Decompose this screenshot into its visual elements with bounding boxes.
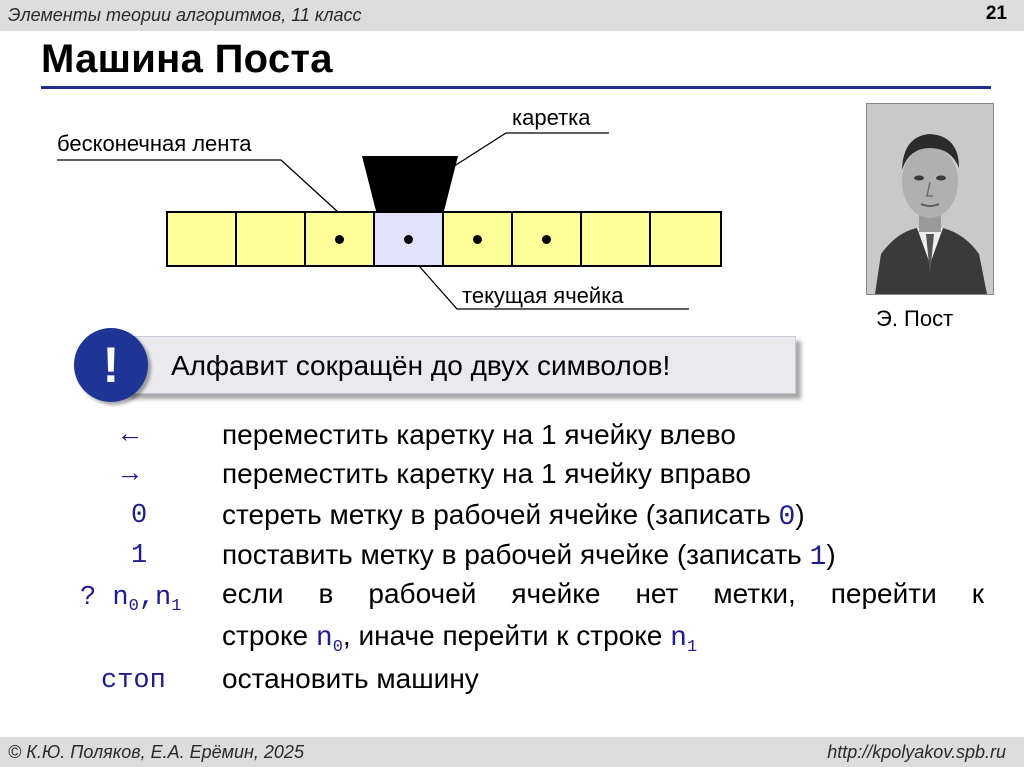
- tape-cell: [168, 213, 237, 265]
- command-description: [222, 499, 805, 533]
- description-text: стереть метку в рабочей ячейке (записать: [222, 499, 779, 530]
- tape-cell: [582, 213, 651, 265]
- command-symbol: [80, 583, 181, 616]
- portrait-caption: Э. Пост: [876, 306, 954, 331]
- infinite-tape: [166, 211, 722, 267]
- command-symbol: 1: [131, 541, 148, 571]
- mark-dot: [404, 235, 413, 244]
- description-text: , иначе перейти к строке: [342, 620, 671, 651]
- command-symbol: стоп: [101, 666, 166, 696]
- exclamation-icon: !: [74, 328, 148, 402]
- tape-pointer-line: [57, 160, 338, 212]
- code-subscript: 0: [332, 638, 343, 657]
- description-text: поставить метку в рабочей ячейке (записать: [222, 539, 810, 570]
- code-inline: 0: [778, 502, 796, 533]
- code-subscript: 1: [686, 638, 698, 657]
- command-description: [222, 578, 984, 610]
- command-description: [222, 539, 836, 573]
- mark-dot: [542, 235, 551, 244]
- description-text: строке: [222, 620, 316, 651]
- symbol-text: ? n: [80, 583, 129, 613]
- description-text: ): [795, 499, 805, 530]
- command-description: переместить каретку на 1 ячейку влево: [222, 419, 736, 450]
- code-inline: n: [670, 623, 687, 654]
- command-description: переместить каретку на 1 ячейку вправо: [222, 458, 751, 489]
- code-inline: n: [315, 623, 333, 654]
- description-word: рабочей: [368, 578, 477, 609]
- notice-callout: [74, 328, 804, 402]
- description-word: в: [318, 578, 334, 609]
- right-arrow-icon: →: [122, 460, 139, 490]
- description-word: если: [222, 578, 284, 609]
- description-word: к: [971, 578, 984, 609]
- course-title: Элементы теории алгоритмов, 11 класс: [8, 5, 362, 25]
- tape-cell: [513, 213, 582, 265]
- tape-cell: [237, 213, 306, 265]
- tape-cell: [651, 213, 720, 265]
- carriage-label: каретка: [512, 105, 591, 130]
- tape-label: бесконечная лента: [57, 131, 252, 156]
- portrait-photo: [866, 103, 994, 295]
- command-description-continued: [222, 620, 697, 657]
- current-cell-label: текущая ячейка: [462, 283, 624, 308]
- tape-cell: [444, 213, 513, 265]
- symbol-subscript: 1: [171, 597, 182, 616]
- code-inline: 1: [809, 542, 827, 573]
- footer-url[interactable]: http://kpolyakov.spb.ru: [827, 742, 1006, 762]
- notice-text: Алфавит сокращён до двух символов!: [171, 350, 671, 381]
- left-arrow-icon: ←: [122, 421, 139, 451]
- carriage-shape: [362, 156, 458, 211]
- page-title: Машина Поста: [41, 37, 333, 81]
- command-description: остановить машину: [222, 663, 479, 694]
- page-number: 21: [985, 3, 1007, 24]
- footer-authors: © К.Ю. Поляков, Е.А. Ерёмин, 2025: [8, 742, 304, 762]
- description-text: ): [826, 539, 836, 570]
- description-word: нет: [635, 578, 679, 609]
- mark-dot: [473, 235, 482, 244]
- symbol-subscript: 0: [128, 597, 139, 616]
- tape-cell: [306, 213, 375, 265]
- description-word: перейти: [830, 578, 937, 609]
- symbol-text: ,n: [138, 583, 172, 613]
- tape-cell-current: [375, 213, 444, 265]
- command-symbol: 0: [131, 501, 148, 531]
- mark-dot: [335, 235, 344, 244]
- description-word: метки,: [713, 578, 796, 609]
- portrait-photo-icon: [867, 104, 993, 294]
- carriage-pointer-line: [448, 133, 609, 170]
- description-word: ячейке: [511, 578, 601, 609]
